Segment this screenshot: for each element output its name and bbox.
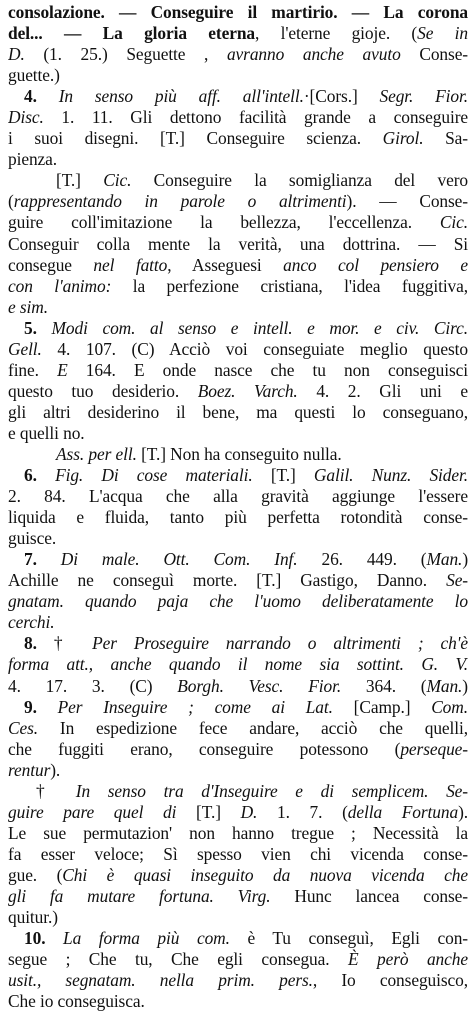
text-run: liquida e fluida, tanto più perfetta rotondità conse- [8, 507, 468, 528]
text-line [8, 676, 468, 697]
text-line [8, 212, 468, 233]
text-line [8, 844, 468, 865]
text-run: 4. 17. 3. (C) [8, 675, 178, 696]
text-line [8, 907, 468, 928]
italic-text: Fig. Di cose materiali. [55, 465, 253, 486]
italic-text: Modi com. al senso e intell. e mor. e civ. Circ. [51, 317, 468, 338]
italic-text: Disc. [8, 107, 44, 128]
italic-text: In senso più aff. all'intell. [58, 86, 304, 107]
text-run: ). — Conse- [346, 191, 468, 212]
bold-text: 8. [24, 633, 54, 654]
bold-text: 7. [24, 549, 61, 570]
text-run: Che io conseguisca. [8, 991, 145, 1012]
text-line [8, 928, 468, 949]
italic-text: Segr. Fior. [379, 86, 468, 107]
text-run: ( [8, 191, 14, 212]
text-run: 1. 7. ( [257, 801, 348, 822]
text-line [8, 297, 468, 318]
italic-text: D. [8, 44, 25, 65]
italic-text: La forma più com. [63, 928, 230, 949]
italic-text: Girol. [382, 128, 424, 149]
text-run: 4. 2. Gli uni e [297, 380, 468, 401]
text-line [8, 591, 468, 612]
italic-text: Gell. [8, 338, 42, 359]
text-line [8, 423, 468, 444]
text-run: 2. 84. L'acqua che alla gravità aggiunge l'essere [8, 486, 468, 507]
text-run: Sa- [423, 128, 468, 149]
italic-text: della Fortuna [347, 801, 459, 822]
text-run: segue ; Che tu, Che egli consegua. [8, 949, 348, 970]
text-line [8, 486, 468, 507]
text-run: Conseguire la somiglianza del vero [131, 170, 468, 191]
text-line [8, 170, 468, 191]
text-run: gue. ( [8, 864, 63, 885]
text-run: ·[Cors.] [303, 86, 380, 107]
text-line [8, 633, 468, 654]
text-line [8, 234, 468, 255]
text-run: † [36, 780, 76, 801]
text-run: Hunc lancea conse- [270, 885, 468, 906]
italic-text: Per Inseguire ; come ai Lat. [57, 696, 333, 717]
italic-text: Ces. [8, 717, 39, 738]
italic-text: usit., segnatam. nella prim. pers. [8, 970, 313, 991]
text-line [8, 802, 468, 823]
bold-text: 10. [24, 928, 64, 949]
text-line [8, 991, 468, 1012]
text-line [8, 276, 468, 297]
text-run: Le sue permutazion' non hanno tregue ; Necessità la [8, 822, 468, 843]
bold-text: 4. [24, 86, 59, 107]
text-line [8, 318, 468, 339]
text-run: 4. 107. (C) Acciò voi conseguiate meglio questo [41, 338, 468, 359]
text-run: guisce. [8, 528, 57, 549]
text-run: quitur.) [8, 907, 58, 928]
italic-text: Se- [446, 570, 468, 591]
text-run: [T.] Non ha conseguito nulla. [136, 443, 342, 464]
text-run: 26. 449. ( [297, 549, 427, 570]
italic-text: gli fa mutare fortuna. Virg. [8, 885, 271, 906]
italic-text: rappresentando in parole o altrimenti [13, 191, 347, 212]
text-line [8, 760, 468, 781]
italic-text: e sim. [8, 296, 48, 317]
text-run: [T.] [252, 465, 314, 486]
italic-text: Se in [417, 23, 468, 44]
italic-text: Galil. Nunz. Sider. [313, 465, 468, 486]
italic-text: Di male. Ott. Com. Inf. [60, 549, 298, 570]
text-run: [T.] [56, 170, 104, 191]
text-line [8, 23, 468, 44]
text-run: che fuggiti erano, conseguire potessono ( [8, 738, 401, 759]
italic-text: Cic. [439, 212, 468, 233]
text-run: consegue [8, 254, 94, 275]
text-run: ). [458, 801, 468, 822]
italic-text: rentur [8, 759, 51, 780]
italic-text: Cic. [103, 170, 132, 191]
text-line [8, 507, 468, 528]
text-line [8, 65, 468, 86]
text-run: Conse- [400, 44, 468, 65]
text-line [8, 718, 468, 739]
text-run: guire coll'imitazione la bellezza, l'eccellenza. [8, 212, 440, 233]
italic-text: In senso tra d'Inseguire e di semplicem. Se- [75, 780, 468, 801]
text-run: fine. [8, 359, 58, 380]
italic-text: gnatam. quando paja che l'uomo deliberatamente lo [8, 591, 468, 612]
text-line [8, 402, 468, 423]
text-line [8, 465, 468, 486]
text-line [8, 570, 468, 591]
italic-text: guire pare quel di [8, 801, 177, 822]
text-run: pienza. [8, 149, 58, 170]
text-run: la perfezione cristiana, l'idea fuggitiva, [111, 275, 468, 296]
italic-text: anco col pensiero e [283, 254, 468, 275]
text-line [8, 528, 468, 549]
text-run: [T.] [176, 801, 241, 822]
text-run: Conseguir colla mente la verità, una dottrina. — Si [8, 233, 468, 254]
text-line [8, 107, 468, 128]
italic-text: Boez. Varch. [197, 380, 298, 401]
italic-text: forma att., anche quando il nome sia sottint. G. V. [8, 654, 468, 675]
text-run: ) [462, 675, 468, 696]
text-line [8, 549, 468, 570]
bold-text: 5. [24, 317, 52, 338]
text-run: questo tuo desiderio. [8, 380, 198, 401]
italic-text: perseque- [400, 738, 468, 759]
italic-text: È però anche [348, 949, 468, 970]
italic-text: Chi è quasi inseguito da nuova vicenda che [62, 864, 468, 885]
italic-text: Ass. per ell. [56, 443, 137, 464]
text-line [8, 886, 468, 907]
text-run: (1. 25.) Seguette , [24, 44, 227, 65]
text-line [8, 191, 468, 212]
text-run: guette.) [8, 65, 60, 86]
text-run: fa esser veloce; Sì spesso vien chi vicenda conse- [8, 843, 468, 864]
text-run: ) [462, 549, 468, 570]
text-run: i suoi disegni. [T.] Conseguire scienza. [8, 128, 383, 149]
text-run: † [53, 633, 93, 654]
italic-text: D. [240, 801, 258, 822]
text-run: [Camp.] [332, 696, 432, 717]
text-line [8, 149, 468, 170]
italic-text: E [57, 359, 68, 380]
text-run: 164. E onde nasce che tu non conseguisci [67, 359, 468, 380]
text-line [8, 360, 468, 381]
text-run: è Tu conseguì, Egli con- [229, 928, 468, 949]
text-run: , Asseguesi [167, 254, 284, 275]
italic-text: nel fatto [93, 254, 168, 275]
text-run: ). [50, 759, 61, 780]
text-line [8, 823, 468, 844]
italic-text: Per Proseguire narrando o altrimenti ; ch'è [92, 633, 468, 654]
italic-text: con l'animo: [8, 275, 112, 296]
bold-text: 9. [24, 696, 58, 717]
text-line [8, 2, 468, 23]
text-line [8, 612, 468, 633]
italic-text: Man. [426, 675, 463, 696]
text-line [8, 697, 468, 718]
italic-text: Com. [431, 696, 468, 717]
text-run: , Io conseguisco, [312, 970, 468, 991]
text-line [8, 949, 468, 970]
italic-text: Borgh. Vesc. Fior. [177, 675, 342, 696]
text-line [8, 444, 468, 465]
text-line [8, 44, 468, 65]
text-run: e quelli no. [8, 422, 85, 443]
text-run: 1. 11. Gli dettono facilità grande a conseguire [43, 107, 468, 128]
text-line [8, 128, 468, 149]
text-line [8, 739, 468, 760]
italic-text: cerchi. [8, 612, 55, 633]
text-line [8, 970, 468, 991]
bold-text: consolazione. — Conseguire il martirio. — La corona [8, 2, 468, 22]
bold-text: 6. [24, 465, 56, 486]
text-line [8, 865, 468, 886]
italic-text: Man. [426, 549, 463, 570]
text-run: , l'eterne gioje. ( [255, 23, 418, 44]
text-line [8, 86, 468, 107]
bold-text: del... — La gloria eterna [8, 23, 255, 44]
text-line [8, 654, 468, 675]
text-run: gli altri desiderino il bene, ma questi lo conseguano, [8, 401, 468, 422]
text-run: 364. ( [341, 675, 427, 696]
text-line [8, 255, 468, 276]
text-run: In espedizione fece andare, acciò che quelli, [38, 717, 468, 738]
text-line [8, 381, 468, 402]
text-line [8, 339, 468, 360]
text-line [8, 781, 468, 802]
italic-text: avranno anche avuto [226, 44, 401, 65]
text-run: Achille ne conseguì morte. [T.] Gastigo, Danno. [8, 570, 447, 591]
